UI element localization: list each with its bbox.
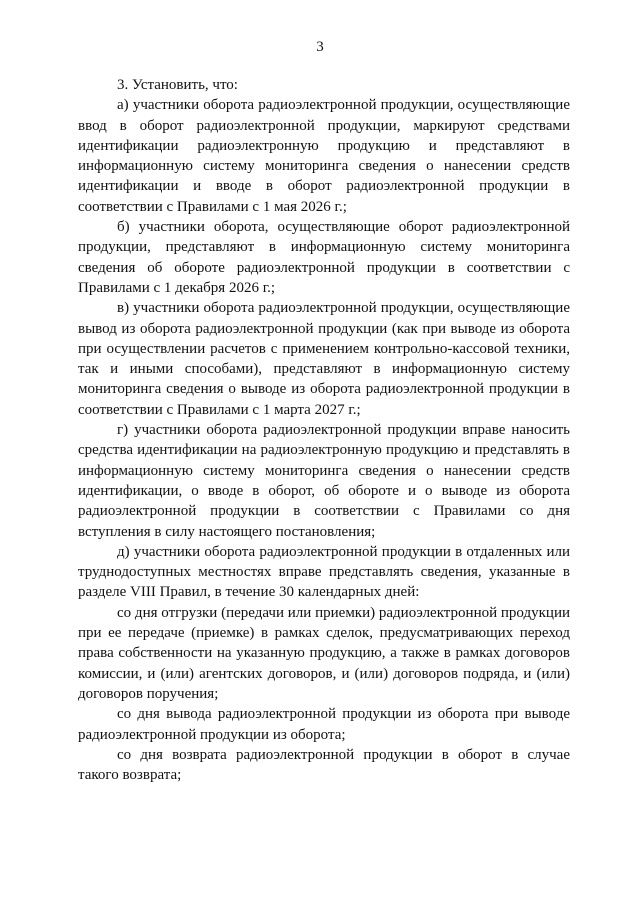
page-number: 3 — [316, 39, 324, 55]
paragraph-item-3-heading: 3. Установить, что: — [117, 77, 238, 93]
paragraph-shipment-day: со дня отгрузки (передачи или приемки) радиоэлектронной продукции при ее передаче (приемке) в рамках сделок, предусматривающих переход права собственности на указанную продукцию, а также в рамках договоров комиссии, и (или) агентских договоров, и (или) договоров подряда, и (или) договоров поручения; — [78, 604, 570, 702]
paragraph-subitem-a: а) участники оборота радиоэлектронной продукции, осуществляющие ввод в оборот радиоэлектронной продукции, маркируют средствами идентификации радиоэлектронную продукцию и представляют в информационную систему мониторинга сведения о нанесении средств идентификации и вводе в оборот радиоэлектронной продукции в соответствии с Правилами с 1 мая 2026 г.; — [78, 97, 570, 215]
document-body — [78, 75, 570, 785]
paragraph-subitem-d: д) участники оборота радиоэлектронной продукции в отдаленных или труднодоступных местностях вправе представлять сведения, указанные в разделе VIII Правил, в течение 30 календарных дней: — [78, 543, 570, 601]
paragraph-subitem-g: г) участники оборота радиоэлектронной продукции вправе наносить средства идентификации на радиоэлектронную продукцию и представлять в информационную систему мониторинга сведения о нанесении средств идентификации, о вводе в оборот, об обороте и о выводе из оборота радиоэлектронной продукции в соответствии с Правилами со дня вступления в силу настоящего постановления; — [78, 422, 570, 540]
paragraph-subitem-v: в) участники оборота радиоэлектронной продукции, осуществляющие вывод из оборота радиоэлектронной продукции (как при выводе из оборота при осуществлении расчетов с применением контрольно-кассовой техники, так и иными способами), представляют в информационную систему мониторинга сведения о выводе из оборота радиоэлектронной продукции в соответствии с Правилами с 1 марта 2027 г.; — [78, 300, 570, 418]
paragraph-withdrawal-day: со дня вывода радиоэлектронной продукции из оборота при выводе радиоэлектронной продукции из оборота; — [78, 706, 570, 743]
paragraph-subitem-b: б) участники оборота, осуществляющие оборот радиоэлектронной продукции, представляют в информационную систему мониторинга сведения об обороте радиоэлектронной продукции в соответствии с Правилами с 1 декабря 2026 г.; — [78, 219, 570, 296]
paragraph-return-day: со дня возврата радиоэлектронной продукции в оборот в случае такого возврата; — [78, 746, 570, 784]
